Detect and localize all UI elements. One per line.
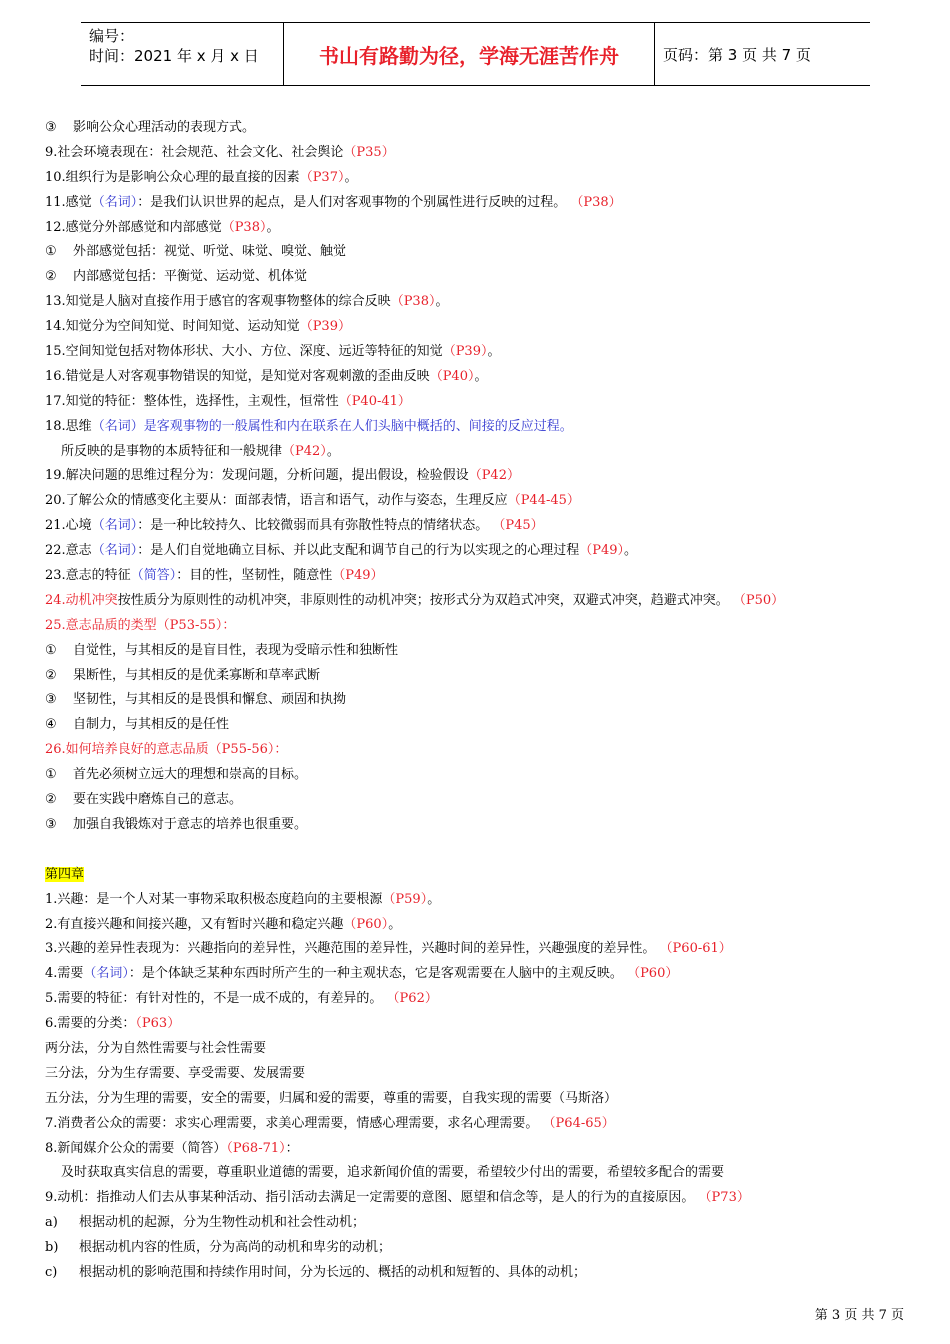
text-line bbox=[45, 1161, 865, 1186]
text-line bbox=[45, 688, 865, 713]
line-text: 2.有直接兴趣和间接兴趣，又有暂时兴趣和稳定兴趣 bbox=[45, 916, 344, 932]
text-line bbox=[45, 863, 865, 888]
line-text: （名词） bbox=[91, 518, 138, 534]
text-line bbox=[45, 987, 865, 1012]
text-line bbox=[45, 713, 865, 738]
text-line bbox=[45, 614, 865, 639]
line-text: 自制力，与其相反的是任性 bbox=[73, 717, 230, 733]
line-text: 7.消费者公众的需要：求实心理需要，求美心理需要，情感心理需要，求名心理需要。 bbox=[45, 1115, 543, 1131]
line-text: 4.需要 bbox=[45, 966, 84, 982]
text-line bbox=[45, 216, 865, 241]
line-text: 根据动机的影响范围和持续作用时间，分为长远的、概括的动机和短暂的、具体的动机； bbox=[79, 1264, 587, 1280]
page-reference: （P49） bbox=[579, 543, 625, 559]
page-reference: （P38） bbox=[390, 294, 436, 310]
line-text: 18.思维 bbox=[45, 418, 92, 434]
header-page-label: 页码：第 3 页 共 7 页 bbox=[663, 46, 811, 64]
line-text: （名词） bbox=[83, 966, 129, 982]
line-text: 20.了解公众的情感变化主要从：面部表情，语言和语气，动作与姿态，生理反应 bbox=[45, 493, 508, 509]
text-line bbox=[45, 116, 865, 141]
page-reference: （P62） bbox=[386, 991, 438, 1007]
page-reference: （P39） bbox=[299, 319, 351, 335]
text-line bbox=[45, 340, 865, 365]
line-text: 。 bbox=[435, 294, 449, 310]
list-marker: ② bbox=[45, 667, 57, 683]
header-left bbox=[89, 26, 259, 66]
text-line bbox=[45, 962, 865, 987]
list-marker: b) bbox=[45, 1240, 59, 1256]
list-marker: ① bbox=[45, 642, 57, 658]
text-line bbox=[45, 1112, 865, 1137]
page-reference: （P59） bbox=[382, 891, 428, 907]
line-text: 9.社会环境表现在：社会规范、社会文化、社会舆论 bbox=[45, 144, 344, 160]
line-text: 3.兴趣的差异性表现为：兴趣指向的差异性，兴趣范围的差异性，兴趣时间的差异性，兴趣强度的差异性。 bbox=[45, 941, 660, 957]
line-text: 果断性，与其相反的是优柔寡断和草率武断 bbox=[73, 667, 321, 683]
line-text: 内部感觉包括：平衡觉、运动觉、机体觉 bbox=[73, 269, 308, 285]
line-text: 。 bbox=[474, 368, 488, 384]
line-text: 8.新闻媒介公众的需要（简答） bbox=[45, 1140, 227, 1156]
line-text: 两分法，分为自然性需要与社会性需要 bbox=[45, 1040, 267, 1056]
page-reference: （P37） bbox=[299, 169, 345, 185]
line-text: 。 bbox=[266, 219, 280, 235]
text-line bbox=[45, 1037, 865, 1062]
page-reference: （P40） bbox=[429, 368, 475, 384]
page-reference: （P73） bbox=[698, 1190, 750, 1206]
text-line bbox=[45, 564, 865, 589]
text-line bbox=[45, 1186, 865, 1211]
line-text: （名词）是客观事物的一般属性和内在联系在人们头脑中概括的、间接的反应过程。 bbox=[91, 418, 573, 434]
text-line bbox=[45, 1087, 865, 1112]
page-reference: （P38） bbox=[570, 194, 622, 210]
page-reference: （P39） bbox=[442, 344, 488, 360]
page-reference: （P60） bbox=[343, 916, 389, 932]
text-line bbox=[45, 664, 865, 689]
text-line bbox=[45, 1236, 865, 1261]
text-line bbox=[45, 763, 865, 788]
footer-page-number: 第 3 页 共 7 页 bbox=[814, 1308, 904, 1323]
line-text: 24.动机冲突 bbox=[45, 592, 118, 608]
line-text: ：是我们认识世界的起点，是人们对客观事物的个别属性进行反映的过程。 bbox=[137, 194, 571, 210]
line-text: 19.解决问题的思维过程分为：发现问题，分析问题，提出假设，检验假设 bbox=[45, 468, 469, 484]
time-label: 时间：2021 年 x 月 x 日 bbox=[89, 47, 259, 65]
list-marker: ③ bbox=[45, 816, 57, 832]
text-line bbox=[45, 489, 865, 514]
text-line bbox=[45, 265, 865, 290]
line-text: 坚韧性，与其相反的是畏惧和懈怠、顽固和执拗 bbox=[73, 692, 347, 708]
number-label: 编号： bbox=[89, 27, 135, 45]
page-reference: （P60） bbox=[627, 966, 679, 982]
line-text: 影响公众心理活动的表现方式。 bbox=[73, 120, 256, 135]
line-text: 及时获取真实信息的需要，尊重职业道德的需要，追求新闻价值的需要，希望较少付出的需要，希望较多配合的需要 bbox=[61, 1165, 725, 1181]
page-reference: （P42） bbox=[282, 443, 327, 459]
line-text: 三分法，分为生存需要、享受需要、发展需要 bbox=[45, 1065, 306, 1081]
line-text: ：是个体缺乏某种东西时所产生的一种主观状态，它是客观需要在人脑中的主观反映。 bbox=[128, 966, 628, 982]
text-line bbox=[45, 788, 865, 813]
line-text: 5.需要的特征：有针对性的，不是一成不成的，有差异的。 bbox=[45, 991, 387, 1007]
line-text: 12.感觉分外部感觉和内部感觉 bbox=[45, 219, 222, 235]
line-text: 21.心境 bbox=[45, 518, 92, 534]
line-text: ：是人们自觉地确立目标、并以此支配和调节自己的行为以实现之的心理过程 bbox=[137, 543, 580, 559]
line-text: 。 bbox=[326, 443, 340, 459]
text-line bbox=[45, 937, 865, 962]
text-line bbox=[45, 415, 865, 440]
line-text: 。 bbox=[624, 543, 638, 559]
line-text: 25.意志品质的类型（P53-55）： bbox=[45, 617, 236, 633]
text-line bbox=[45, 1137, 865, 1162]
page-reference: （P42） bbox=[468, 468, 520, 484]
list-marker: ④ bbox=[45, 717, 57, 733]
line-text: 26.如何培养良好的意志品质（P55-56）： bbox=[45, 742, 288, 758]
page-reference: （P40-41） bbox=[338, 393, 411, 409]
text-line bbox=[45, 315, 865, 340]
text-line bbox=[45, 888, 865, 913]
text-line bbox=[45, 1211, 865, 1236]
list-marker: ③ bbox=[45, 692, 57, 708]
text-line bbox=[45, 1062, 865, 1087]
line-text: ：目的性，坚韧性，随意性 bbox=[176, 568, 333, 584]
line-text: 加强自我锻炼对于意志的培养也很重要。 bbox=[73, 816, 308, 832]
line-text: （名词） bbox=[91, 194, 138, 210]
page-reference: （P60-61） bbox=[659, 941, 732, 957]
line-text: 。 bbox=[344, 169, 358, 185]
line-text: ： bbox=[285, 1140, 299, 1156]
line-text: 15.空间知觉包括对物体形状、大小、方位、深度、远近等特征的知觉 bbox=[45, 344, 443, 360]
list-marker: ② bbox=[45, 269, 57, 285]
text-line bbox=[45, 1012, 865, 1037]
line-text: 所反映的是事物的本质特征和一般规律 bbox=[61, 443, 283, 459]
text-line bbox=[45, 290, 865, 315]
line-text: 根据动机内容的性质，分为高尚的动机和卑劣的动机； bbox=[79, 1240, 392, 1256]
line-text: 自觉性，与其相反的是盲目性，表现为受暗示性和独断性 bbox=[73, 642, 399, 658]
text-line bbox=[45, 913, 865, 938]
line-text: 1.兴趣：是一个人对某一事物采取积极态度趋向的主要根源 bbox=[45, 891, 383, 907]
text-line bbox=[45, 440, 865, 465]
line-text: 16.错觉是人对客观事物错误的知觉，是知觉对客观刺激的歪曲反映 bbox=[45, 368, 430, 384]
list-marker: c) bbox=[45, 1264, 58, 1280]
document-body bbox=[45, 116, 865, 1286]
text-line bbox=[45, 141, 865, 166]
chapter-heading: 第四章 bbox=[45, 866, 85, 882]
page-reference: （P63） bbox=[135, 1016, 181, 1032]
line-text: 10.组织行为是影响公众心理的最直接的因素 bbox=[45, 169, 300, 185]
text-line bbox=[45, 240, 865, 265]
line-text: 22.意志 bbox=[45, 543, 92, 559]
text-line bbox=[45, 639, 865, 664]
page-reference: （P45） bbox=[492, 518, 544, 534]
page-header bbox=[81, 22, 870, 86]
line-text: 14.知觉分为空间知觉、时间知觉、运动知觉 bbox=[45, 319, 300, 335]
text-line bbox=[45, 464, 865, 489]
text-line bbox=[45, 390, 865, 415]
line-text: （简答） bbox=[130, 568, 177, 584]
list-marker: ② bbox=[45, 792, 57, 808]
page-reference: （P35） bbox=[343, 144, 395, 160]
text-line bbox=[45, 166, 865, 191]
text-line bbox=[45, 365, 865, 390]
page-reference: （P49） bbox=[332, 568, 384, 584]
text-line bbox=[45, 738, 865, 763]
line-text: 。 bbox=[388, 916, 402, 932]
line-text: 23.意志的特征 bbox=[45, 568, 131, 584]
list-marker: ① bbox=[45, 767, 57, 783]
page-reference: （P50） bbox=[732, 592, 785, 608]
text-line bbox=[45, 813, 865, 838]
text-line bbox=[45, 539, 865, 564]
line-text: 按性质分为原则性的动机冲突，非原则性的动机冲突；按形式分为双趋式冲突，双避式冲突，趋避式冲突。 bbox=[117, 592, 733, 608]
page-reference: （P68-71） bbox=[226, 1140, 286, 1156]
list-marker: ① bbox=[45, 244, 57, 260]
list-marker: a) bbox=[45, 1215, 58, 1231]
line-text: 9.动机：指推动人们去从事某种活动、指引活动去满足一定需要的意图、愿望和信念等，是人的行为的直接原因。 bbox=[45, 1190, 699, 1206]
page-reference: （P64-65） bbox=[542, 1115, 615, 1131]
motto: 书山有路勤为径，学海无涯苦作舟 bbox=[283, 23, 655, 85]
line-text: ：是一种比较持久、比较微弱而具有弥散性特点的情绪状态。 bbox=[137, 518, 493, 534]
line-text: 要在实践中磨炼自己的意志。 bbox=[73, 792, 243, 808]
text-line bbox=[45, 589, 865, 614]
page-reference: （P38） bbox=[221, 219, 267, 235]
line-text: 6.需要的分类： bbox=[45, 1016, 136, 1032]
line-text: 。 bbox=[427, 891, 441, 907]
text-line bbox=[45, 191, 865, 216]
blank-line bbox=[45, 838, 865, 863]
text-line bbox=[45, 1261, 865, 1286]
line-text: 13.知觉是人脑对直接作用于感官的客观事物整体的综合反映 bbox=[45, 294, 391, 310]
line-text: 17.知觉的特征：整体性，选择性，主观性，恒常性 bbox=[45, 393, 339, 409]
line-text: 五分法，分为生理的需要，安全的需要，归属和爱的需要，尊重的需要，自我实现的需要（马斯洛） bbox=[45, 1090, 618, 1106]
list-marker: ③ bbox=[45, 120, 57, 135]
line-text: （名词） bbox=[91, 543, 138, 559]
page-reference: （P44-45） bbox=[507, 493, 580, 509]
line-text: 首先必须树立远大的理想和崇高的目标。 bbox=[73, 767, 308, 783]
line-text: 外部感觉包括：视觉、听觉、味觉、嗅觉、触觉 bbox=[73, 244, 347, 260]
text-line bbox=[45, 514, 865, 539]
line-text: 。 bbox=[487, 344, 501, 360]
line-text: 11.感觉 bbox=[45, 194, 92, 210]
line-text: 根据动机的起源，分为生物性动机和社会性动机； bbox=[79, 1215, 366, 1231]
